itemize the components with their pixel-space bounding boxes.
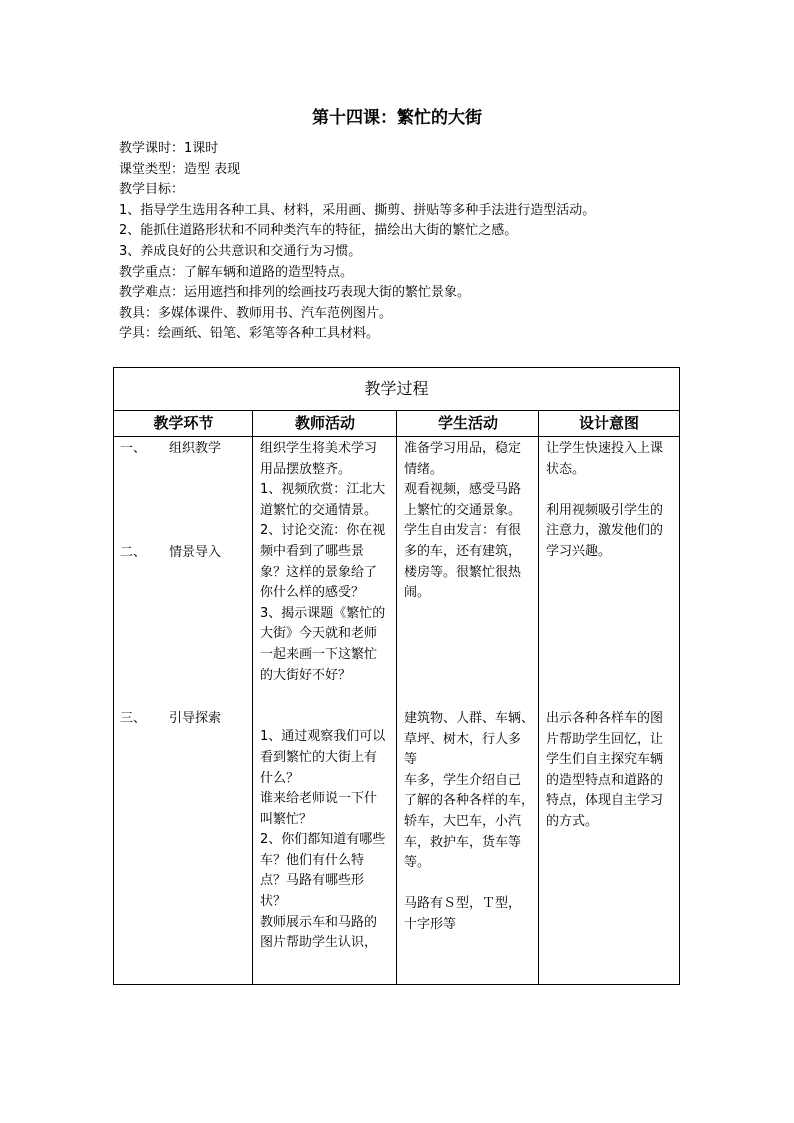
column-divider — [538, 410, 539, 984]
teacher-line: 频中看到了哪些景 — [260, 543, 365, 559]
key-point: 教学重点：了解车辆和道路的造型特点。 — [119, 264, 354, 280]
teacher-line: 车？他们有什么特 — [260, 852, 365, 868]
student-line: 多的车，还有建筑， — [404, 543, 522, 559]
student-line: 等。 — [404, 855, 431, 871]
page-title: 第十四课：繁忙的大街 — [312, 108, 482, 128]
student-line: 准备学习用品，稳定 — [404, 441, 522, 456]
student-line: 建筑物、人群、车辆、 — [404, 711, 535, 726]
intent-line: 的造型特点和道路的 — [546, 772, 664, 788]
intent-line: 片帮助学生回忆，让 — [546, 731, 664, 747]
stage-2-num: 二、 — [120, 545, 147, 560]
intent-line: 学生们自主探究车辆 — [546, 752, 664, 768]
intent-line: 状态。 — [546, 461, 586, 477]
teacher-line: 1、视频欣赏：江北大 — [260, 482, 386, 498]
student-line: 了解的各种各样的车， — [404, 793, 535, 809]
goals-label: 教学目标： — [119, 182, 185, 198]
intent-line: 学习兴趣。 — [546, 543, 612, 559]
teacher-line: 状？ — [260, 894, 287, 910]
intent-line: 让学生快速投入上课 — [546, 441, 664, 456]
teacher-activity — [260, 439, 385, 954]
teacher-line: 象？这样的景象给了 — [260, 564, 378, 580]
lesson-hours: 教学课时：1课时 — [119, 141, 219, 156]
intent-line: 的方式。 — [546, 813, 599, 829]
student-line: 楼房等。很繁忙很热 — [404, 564, 522, 580]
lesson-type: 课堂类型：造型 表现 — [119, 161, 241, 177]
teacher-line: 图片帮助学生认识， — [260, 935, 378, 951]
teacher-line: 用品摆放整齐。 — [260, 461, 352, 477]
design-intent-explore — [546, 709, 663, 833]
col-header-stage: 教学环节 — [114, 410, 253, 437]
intent-line: 出示各种各样车的图 — [546, 711, 664, 726]
teacher-line: 教师展示车和马路的 — [260, 914, 378, 930]
table-heading: 教学过程 — [114, 368, 679, 411]
goal-1: 1、指导学生选用各种工具、材料，采用画、撕剪、拼贴等多种手法进行造型活动。 — [119, 202, 596, 218]
student-materials: 学具：绘画纸、铅笔、彩笔等各种工具材料。 — [119, 326, 380, 342]
teacher-line: 3、揭示课题《繁忙的 — [260, 605, 386, 621]
student-activity-intro — [404, 439, 521, 604]
student-line: 轿车，大巴车，小汽 — [404, 813, 522, 829]
student-line: 等 — [404, 752, 418, 768]
col-header-intent: 设计意图 — [539, 410, 679, 437]
teacher-line: 大街》今天就和老师 — [260, 626, 378, 642]
teacher-line: 1、通过观察我们可以 — [260, 729, 386, 745]
student-line: 情绪。 — [404, 461, 444, 477]
column-divider — [252, 410, 253, 984]
teacher-line: 2、你们都知道有哪些 — [260, 832, 386, 848]
student-line: 学生自由发言：有很 — [404, 523, 522, 539]
stage-3-name: 引导探索 — [169, 711, 222, 726]
intent-line: 特点，体现自主学习 — [546, 793, 664, 809]
teacher-line: 组织学生将美术学习 — [260, 441, 378, 456]
process-table — [113, 367, 680, 985]
student-activity-explore — [404, 709, 534, 936]
lesson-info — [119, 139, 595, 345]
student-line: 闹。 — [404, 585, 431, 601]
stage-1-num: 一、 — [120, 441, 147, 456]
student-line: 草坪、树木，行人多 — [404, 731, 522, 747]
student-line: 十字形等 — [404, 916, 457, 932]
teacher-line: 什么？ — [260, 770, 300, 786]
teacher-line: 一起来画一下这繁忙 — [260, 646, 378, 662]
student-line: 观看视频，感受马路 — [404, 482, 522, 498]
teacher-line: 看到繁忙的大街上有 — [260, 749, 378, 765]
teacher-line: 2、讨论交流：你在视 — [260, 523, 386, 539]
student-line: 上繁忙的交通景象。 — [404, 502, 522, 518]
stage-1-name: 组织教学 — [169, 441, 222, 456]
col-header-teacher: 教师活动 — [253, 410, 397, 437]
stage-2-name: 情景导入 — [169, 545, 222, 560]
intent-line: 注意力，激发他们的 — [546, 523, 664, 539]
column-divider — [396, 410, 397, 984]
teacher-line: 你什么样的感受？ — [260, 585, 365, 601]
teacher-line: 叫繁忙？ — [260, 811, 313, 827]
goal-3: 3、养成良好的公共意识和交通行为习惯。 — [119, 243, 362, 259]
goal-2: 2、能抓住道路形状和不同种类汽车的特征，描绘出大街的繁忙之感。 — [119, 223, 518, 239]
student-line: 车，救护车，货车等 — [404, 834, 522, 850]
teacher-line: 道繁忙的交通情景。 — [260, 502, 378, 518]
intent-line: 利用视频吸引学生的 — [546, 502, 664, 518]
student-line: 车多，学生介绍自己 — [404, 772, 522, 788]
stage-3-num: 三、 — [120, 711, 147, 726]
student-line: 马路有Ｓ型，Ｔ型， — [404, 896, 522, 912]
teacher-line: 的大街好不好？ — [260, 667, 352, 683]
col-header-student: 学生活动 — [397, 410, 539, 437]
teaching-aids: 教具：多媒体课件、教师用书、汽车范例图片。 — [119, 305, 393, 321]
difficulty: 教学难点：运用遮挡和排列的绘画技巧表现大街的繁忙景象。 — [119, 285, 471, 301]
design-intent-intro — [546, 439, 663, 563]
teacher-line: 谁来给老师说一下什 — [260, 791, 378, 807]
teacher-line: 点？马路有哪些形 — [260, 873, 365, 889]
